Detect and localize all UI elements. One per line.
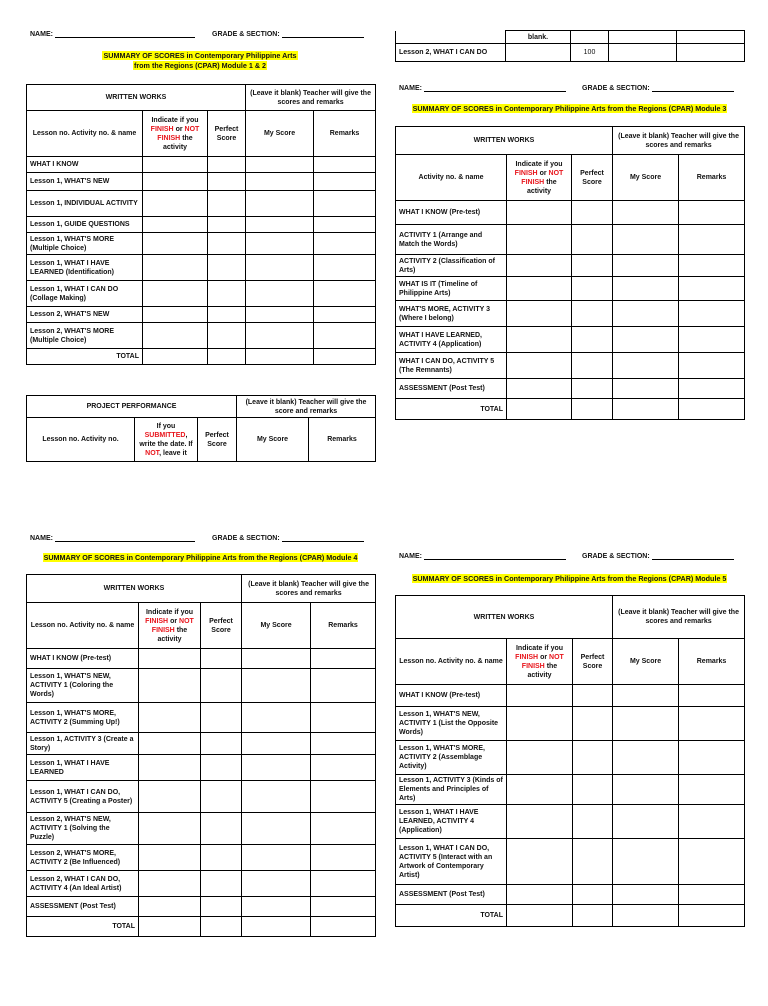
total-cell[interactable] [679, 905, 745, 927]
col-remarks: Remarks [679, 155, 745, 201]
my-score-cell[interactable] [613, 225, 679, 255]
activity-label: Lesson 1, WHAT I HAVE LEARNED [27, 755, 139, 781]
indicate-cell[interactable] [507, 277, 572, 301]
total-cell[interactable] [572, 399, 613, 420]
activity-label: Lesson 1, WHAT I HAVE LEARNED, ACTIVITY 4 (Application) [396, 805, 507, 839]
activity-label: Lesson 1, WHAT I CAN DO, ACTIVITY 5 (Interact with an Artwork of Contemporary Artist) [396, 839, 507, 885]
indicate-cell[interactable] [507, 707, 573, 741]
activity-label: WHAT I KNOW [27, 157, 143, 173]
table-row [27, 323, 376, 349]
my-score-cell[interactable] [242, 813, 311, 845]
grade-field-m3: GRADE & SECTION: [582, 85, 734, 92]
col-indicate: Indicate if you FINISH or NOT FINISH the activity [143, 111, 208, 157]
total-cell[interactable] [613, 905, 679, 927]
indicate-cell[interactable] [143, 233, 208, 255]
col-lesson-activity: Lesson no. Activity no. & name [27, 111, 143, 157]
remarks-cell[interactable] [314, 173, 376, 191]
perfect-score-cell[interactable] [208, 233, 246, 255]
name-field-m5: NAME: [399, 553, 566, 560]
table-row [396, 775, 745, 805]
perfect-score-cell[interactable] [573, 775, 613, 805]
perfect-score-cell[interactable] [201, 649, 242, 669]
activity-label: Lesson 1, ACTIVITY 3 (Kinds of Elements and Principles of Arts) [396, 775, 507, 805]
remarks-cell[interactable] [679, 775, 745, 805]
table-row [396, 255, 745, 277]
total-label: TOTAL [396, 905, 507, 927]
written-works-heading: WRITTEN WORKS [396, 127, 613, 155]
table-row [396, 805, 745, 839]
col-my-score: My Score [613, 639, 679, 685]
remarks-cell[interactable] [677, 44, 745, 62]
activity-label: WHAT I KNOW (Pre-test) [396, 685, 507, 707]
total-cell[interactable] [314, 349, 376, 365]
total-cell[interactable] [201, 917, 242, 937]
perfect-score-cell[interactable] [201, 733, 242, 755]
my-score-cell[interactable] [246, 191, 314, 217]
indicate-cell[interactable] [139, 755, 201, 781]
remarks-cell[interactable] [311, 669, 376, 703]
remarks-cell[interactable] [314, 255, 376, 281]
my-score-cell[interactable] [613, 301, 679, 327]
indicate-cell[interactable] [143, 323, 208, 349]
total-label: TOTAL [27, 917, 139, 937]
col-indicate: Indicate if you FINISH or NOT FINISH the activity [507, 155, 572, 201]
leave-blank-note: (Leave it blank) Teacher will give the scores and remarks [613, 596, 745, 639]
col-my-score: My Score [242, 603, 311, 649]
table-row [27, 845, 376, 871]
activity-label: ASSESSMENT (Post Test) [396, 885, 507, 905]
indicate-cell[interactable] [507, 379, 572, 399]
remarks-cell[interactable] [679, 839, 745, 885]
remarks-cell[interactable] [679, 805, 745, 839]
remarks-cell[interactable] [679, 685, 745, 707]
indicate-cell[interactable] [143, 281, 208, 307]
indicate-cell[interactable] [507, 885, 573, 905]
remarks-cell[interactable] [314, 157, 376, 173]
perfect-score-cell[interactable] [573, 839, 613, 885]
activity-label: Lesson 1, WHAT I HAVE LEARNED (Identification) [27, 255, 143, 281]
my-score-cell[interactable] [613, 775, 679, 805]
indicate-cell[interactable] [139, 733, 201, 755]
my-score-cell[interactable] [242, 733, 311, 755]
table-row [396, 685, 745, 707]
title-m3: SUMMARY OF SCORES in Contemporary Philippine Arts from the Regions (CPAR) Module 3 [412, 104, 727, 113]
grade-field-m12: GRADE & SECTION: [212, 31, 364, 38]
perfect-score-cell[interactable] [201, 897, 242, 917]
activity-label: Lesson 1, WHAT I CAN DO (Collage Making) [27, 281, 143, 307]
title-m4: SUMMARY OF SCORES in Contemporary Philippine Arts from the Regions (CPAR) Module 4 [43, 553, 358, 562]
my-score-cell[interactable] [246, 323, 314, 349]
remarks-cell[interactable] [314, 281, 376, 307]
perfect-score-cell[interactable] [572, 201, 613, 225]
indicate-cell[interactable] [507, 839, 573, 885]
activity-label: WHAT I KNOW (Pre-test) [396, 201, 507, 225]
leave-blank-note: (Leave it blank) Teacher will give the scores and remarks [246, 85, 376, 111]
col-lesson-activity: Lesson no. Activity no. & name [27, 603, 139, 649]
perfect-score-cell[interactable] [572, 277, 613, 301]
continuation-row-label: Lesson 2, WHAT I CAN DO [396, 44, 506, 62]
total-cell[interactable] [311, 917, 376, 937]
my-score-cell[interactable] [613, 353, 679, 379]
remarks-cell[interactable] [311, 755, 376, 781]
perfect-score-cell[interactable] [201, 755, 242, 781]
indicate-cell[interactable] [507, 353, 572, 379]
my-score-cell[interactable] [613, 277, 679, 301]
activity-label: Lesson 2, WHAT'S NEW [27, 307, 143, 323]
remarks-cell[interactable] [311, 897, 376, 917]
activity-label: Lesson 2, WHAT I CAN DO, ACTIVITY 4 (An Ideal Artist) [27, 871, 139, 897]
remarks-cell[interactable] [679, 353, 745, 379]
written-works-heading: WRITTEN WORKS [27, 85, 246, 111]
indicate-cell[interactable] [507, 741, 573, 775]
my-score-cell[interactable] [246, 255, 314, 281]
perfect-score-cell[interactable] [572, 327, 613, 353]
my-score-cell[interactable] [246, 233, 314, 255]
activity-label: Lesson 1, GUIDE QUESTIONS [27, 217, 143, 233]
my-score-cell[interactable] [613, 805, 679, 839]
continuation-row-score: 100 [571, 44, 609, 62]
activity-label: WHAT I CAN DO, ACTIVITY 5 (The Remnants) [396, 353, 507, 379]
grade-field-m5: GRADE & SECTION: [582, 553, 734, 560]
table-row [27, 703, 376, 733]
activity-label: Lesson 1, WHAT'S NEW, ACTIVITY 1 (Coloring the Words) [27, 669, 139, 703]
perfect-score-cell[interactable] [208, 157, 246, 173]
written-works-table-m3 [395, 126, 745, 420]
total-cell[interactable] [573, 905, 613, 927]
continuation-table [395, 30, 745, 62]
table-row [27, 669, 376, 703]
activity-label: WHAT'S MORE, ACTIVITY 3 (Where I belong) [396, 301, 507, 327]
perfect-score-cell[interactable] [572, 353, 613, 379]
remarks-cell[interactable] [314, 307, 376, 323]
my-score-cell[interactable] [613, 839, 679, 885]
col-perfect-score: Perfect Score [201, 603, 242, 649]
remarks-cell[interactable] [679, 379, 745, 399]
table-row [396, 379, 745, 399]
perfect-score-cell[interactable] [201, 813, 242, 845]
written-works-table-m5 [395, 595, 745, 927]
total-cell[interactable] [507, 905, 573, 927]
perfect-score-cell[interactable] [201, 845, 242, 871]
col-perfect-score-pp: Perfect Score [198, 418, 237, 462]
perfect-score-cell[interactable] [572, 255, 613, 277]
remarks-cell[interactable] [679, 707, 745, 741]
col-remarks: Remarks [311, 603, 376, 649]
table-row [396, 225, 745, 255]
remarks-cell[interactable] [311, 649, 376, 669]
grade-field-m4: GRADE & SECTION: [212, 535, 364, 542]
col-remarks-pp: Remarks [309, 418, 376, 462]
activity-label: ASSESSMENT (Post Test) [396, 379, 507, 399]
my-score-cell[interactable] [242, 897, 311, 917]
perfect-score-cell[interactable] [208, 307, 246, 323]
indicate-cell[interactable] [143, 157, 208, 173]
table-row [27, 897, 376, 917]
table-row [396, 301, 745, 327]
name-field-m3: NAME: [399, 85, 566, 92]
col-my-score: My Score [613, 155, 679, 201]
col-submitted: If you SUBMITTED, write the date. If NOT, leave it [135, 418, 198, 462]
leave-blank-note: (Leave it blank) Teacher will give the scores and remarks [242, 575, 376, 603]
table-row [396, 353, 745, 379]
col-my-score-pp: My Score [237, 418, 309, 462]
perfect-score-cell[interactable] [201, 669, 242, 703]
indicate-cell[interactable] [139, 845, 201, 871]
my-score-cell[interactable] [613, 379, 679, 399]
activity-label: WHAT I HAVE LEARNED, ACTIVITY 4 (Application) [396, 327, 507, 353]
remarks-cell[interactable] [679, 741, 745, 775]
perfect-score-cell[interactable] [573, 707, 613, 741]
indicate-cell[interactable] [143, 307, 208, 323]
continuation-blank: blank. [506, 31, 571, 44]
total-cell[interactable] [613, 399, 679, 420]
perfect-score-cell[interactable] [201, 703, 242, 733]
my-score-cell[interactable] [609, 44, 677, 62]
table-row [27, 307, 376, 323]
remarks-cell[interactable] [311, 733, 376, 755]
remarks-cell[interactable] [679, 201, 745, 225]
indicate-cell[interactable] [143, 173, 208, 191]
indicate-cell[interactable] [507, 255, 572, 277]
activity-label: WHAT IS IT (Timeline of Philippine Arts) [396, 277, 507, 301]
table-row [396, 201, 745, 225]
my-score-cell[interactable] [242, 845, 311, 871]
my-score-cell[interactable] [246, 307, 314, 323]
my-score-cell[interactable] [613, 201, 679, 225]
leave-blank-note-pp: (Leave it blank) Teacher will give the score and remarks [237, 396, 376, 418]
col-indicate: Indicate if you FINISH or NOT FINISH the activity [507, 639, 573, 685]
my-score-cell[interactable] [242, 755, 311, 781]
table-row [27, 255, 376, 281]
table-row [27, 781, 376, 813]
my-score-cell[interactable] [246, 173, 314, 191]
activity-label: ACTIVITY 2 (Classification of Arts) [396, 255, 507, 277]
activity-label: Lesson 2, WHAT'S NEW, ACTIVITY 1 (Solving the Puzzle) [27, 813, 139, 845]
indicate-cell[interactable] [143, 217, 208, 233]
activity-label: Lesson 1, WHAT'S MORE (Multiple Choice) [27, 233, 143, 255]
perfect-score-cell[interactable] [573, 885, 613, 905]
remarks-cell[interactable] [314, 217, 376, 233]
total-cell[interactable] [246, 349, 314, 365]
activity-label: Lesson 1, WHAT'S NEW [27, 173, 143, 191]
perfect-score-cell[interactable] [208, 323, 246, 349]
table-row [27, 733, 376, 755]
activity-label: Lesson 2, WHAT'S MORE, ACTIVITY 2 (Be Influenced) [27, 845, 139, 871]
activity-label: Lesson 1, WHAT'S MORE, ACTIVITY 2 (Assemblage Activity) [396, 741, 507, 775]
table-row [396, 741, 745, 775]
activity-label: Lesson 2, WHAT'S MORE (Multiple Choice) [27, 323, 143, 349]
my-score-cell[interactable] [242, 669, 311, 703]
table-row [396, 327, 745, 353]
indicate-cell[interactable] [507, 775, 573, 805]
remarks-cell[interactable] [679, 327, 745, 353]
my-score-cell[interactable] [613, 741, 679, 775]
perfect-score-cell[interactable] [208, 281, 246, 307]
activity-label: Lesson 1, WHAT I CAN DO, ACTIVITY 5 (Creating a Poster) [27, 781, 139, 813]
written-works-heading: WRITTEN WORKS [27, 575, 242, 603]
remarks-cell[interactable] [679, 301, 745, 327]
remarks-cell[interactable] [311, 781, 376, 813]
written-works-table-m4 [26, 574, 376, 937]
total-cell[interactable] [679, 399, 745, 420]
remarks-cell[interactable] [679, 255, 745, 277]
my-score-cell[interactable] [613, 685, 679, 707]
written-works-table-m12 [26, 84, 376, 365]
remarks-cell[interactable] [679, 277, 745, 301]
indicate-cell[interactable] [139, 813, 201, 845]
col-lesson-activity: Lesson no. Activity no. & name [396, 639, 507, 685]
activity-label: WHAT I KNOW (Pre-test) [27, 649, 139, 669]
table-row [396, 707, 745, 741]
indicate-cell[interactable] [139, 871, 201, 897]
my-score-cell[interactable] [246, 217, 314, 233]
activity-label: Lesson 1, WHAT'S NEW, ACTIVITY 1 (List the Opposite Words) [396, 707, 507, 741]
table-row [27, 217, 376, 233]
my-score-cell[interactable] [246, 157, 314, 173]
table-row [396, 839, 745, 885]
table-row [396, 885, 745, 905]
indicate-cell[interactable] [507, 201, 572, 225]
indicate-cell[interactable] [139, 703, 201, 733]
my-score-cell[interactable] [613, 327, 679, 353]
remarks-cell[interactable] [314, 233, 376, 255]
title-m12: SUMMARY OF SCORES in Contemporary Philippine Arts from the Regions (CPAR) Module 1 & 2 [103, 51, 297, 70]
remarks-cell[interactable] [311, 871, 376, 897]
remarks-cell[interactable] [314, 191, 376, 217]
perfect-score-cell[interactable] [572, 225, 613, 255]
perfect-score-cell[interactable] [208, 255, 246, 281]
total-cell[interactable] [139, 917, 201, 937]
col-indicate: Indicate if you FINISH or NOT FINISH the activity [139, 603, 201, 649]
activity-label: Lesson 1, ACTIVITY 3 (Create a Story) [27, 733, 139, 755]
col-lesson-activity-pp: Lesson no. Activity no. [27, 418, 135, 462]
indicate-cell[interactable] [507, 805, 573, 839]
project-performance-heading: PROJECT PERFORMANCE [27, 396, 237, 418]
col-perfect-score: Perfect Score [572, 155, 613, 201]
col-perfect-score: Perfect Score [208, 111, 246, 157]
remarks-cell[interactable] [311, 703, 376, 733]
total-label: TOTAL [396, 399, 507, 420]
indicate-cell[interactable] [143, 255, 208, 281]
indicate-cell[interactable] [139, 669, 201, 703]
table-row [27, 191, 376, 217]
indicate-cell[interactable] [143, 191, 208, 217]
perfect-score-cell[interactable] [208, 173, 246, 191]
my-score-cell[interactable] [242, 871, 311, 897]
my-score-cell[interactable] [246, 281, 314, 307]
project-performance-table [26, 395, 376, 462]
table-row [27, 649, 376, 669]
indicate-cell[interactable] [139, 649, 201, 669]
table-row [27, 233, 376, 255]
my-score-cell[interactable] [613, 255, 679, 277]
indicate-cell[interactable] [506, 44, 571, 62]
indicate-cell[interactable] [507, 327, 572, 353]
table-row [27, 813, 376, 845]
my-score-cell[interactable] [242, 781, 311, 813]
table-row [27, 755, 376, 781]
col-my-score: My Score [246, 111, 314, 157]
perfect-score-cell[interactable] [208, 191, 246, 217]
indicate-cell[interactable] [139, 897, 201, 917]
activity-label: Lesson 1, INDIVIDUAL ACTIVITY [27, 191, 143, 217]
indicate-cell[interactable] [507, 301, 572, 327]
table-row [27, 157, 376, 173]
col-perfect-score: Perfect Score [573, 639, 613, 685]
perfect-score-cell[interactable] [573, 741, 613, 775]
total-cell[interactable] [507, 399, 572, 420]
col-activity-name: Activity no. & name [396, 155, 507, 201]
table-row [27, 173, 376, 191]
perfect-score-cell[interactable] [201, 781, 242, 813]
activity-label: ASSESSMENT (Post Test) [27, 897, 139, 917]
total-cell[interactable] [143, 349, 208, 365]
indicate-cell[interactable] [507, 225, 572, 255]
table-row [27, 871, 376, 897]
written-works-heading: WRITTEN WORKS [396, 596, 613, 639]
activity-label: ACTIVITY 1 (Arrange and Match the Words) [396, 225, 507, 255]
indicate-cell[interactable] [139, 781, 201, 813]
total-label: TOTAL [27, 349, 143, 365]
col-remarks: Remarks [314, 111, 376, 157]
perfect-score-cell[interactable] [572, 301, 613, 327]
perfect-score-cell[interactable] [573, 685, 613, 707]
table-row [27, 281, 376, 307]
name-field-m12: NAME: [30, 31, 195, 38]
remarks-cell[interactable] [314, 323, 376, 349]
indicate-cell[interactable] [507, 685, 573, 707]
my-score-cell[interactable] [242, 649, 311, 669]
perfect-score-cell[interactable] [572, 379, 613, 399]
remarks-cell[interactable] [311, 813, 376, 845]
table-row [396, 277, 745, 301]
remarks-cell[interactable] [679, 885, 745, 905]
name-field-m4: NAME: [30, 535, 195, 542]
my-score-cell[interactable] [613, 885, 679, 905]
title-m5: SUMMARY OF SCORES in Contemporary Philippine Arts from the Regions (CPAR) Module 5 [412, 574, 727, 583]
my-score-cell[interactable] [613, 707, 679, 741]
leave-blank-note: (Leave it blank) Teacher will give the scores and remarks [613, 127, 745, 155]
remarks-cell[interactable] [679, 225, 745, 255]
perfect-score-cell[interactable] [573, 805, 613, 839]
activity-label: Lesson 1, WHAT'S MORE, ACTIVITY 2 (Summing Up!) [27, 703, 139, 733]
col-remarks: Remarks [679, 639, 745, 685]
total-cell[interactable] [208, 349, 246, 365]
perfect-score-cell[interactable] [201, 871, 242, 897]
total-cell[interactable] [242, 917, 311, 937]
perfect-score-cell[interactable] [208, 217, 246, 233]
remarks-cell[interactable] [311, 845, 376, 871]
my-score-cell[interactable] [242, 703, 311, 733]
